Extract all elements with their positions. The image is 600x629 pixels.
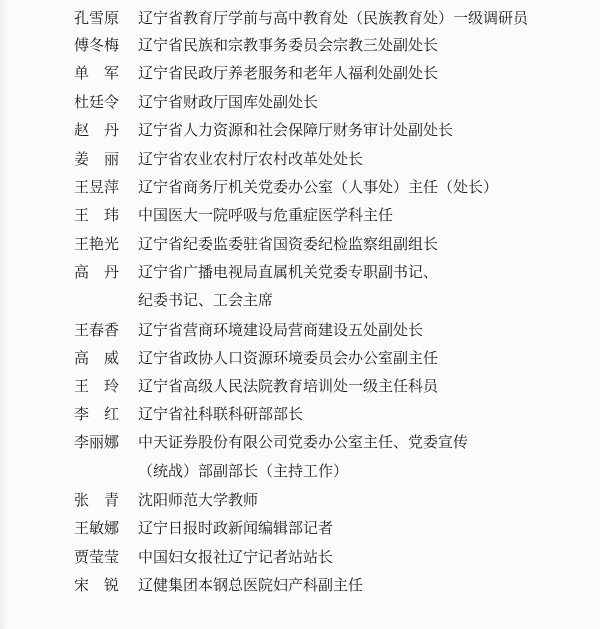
entry-title: 辽宁省商务厅机关党委办公室（人事处）主任（处长） — [138, 178, 499, 196]
entry-name: 王 玮 — [74, 206, 120, 224]
entry-name: 傅冬梅 — [74, 36, 120, 54]
entry-title: 辽宁省政协人口资源环境委员会办公室副主任 — [138, 349, 439, 367]
entry-name: 高 丹 — [74, 263, 120, 281]
entry-title: 辽宁省民政厅养老服务和老年人福利处副处长 — [138, 64, 439, 82]
entry-title-continuation: 纪委书记、工会主席 — [138, 291, 274, 309]
entry-title: 辽宁省纪委监委驻省国资委纪检监察组副组长 — [138, 235, 439, 253]
page-edge-shadow — [0, 0, 8, 629]
entry-name: 孔雪原 — [74, 9, 120, 27]
entry-title: 辽宁省教育厅学前与高中教育处（民族教育处）一级调研员 — [138, 9, 529, 27]
entry-name: 张 青 — [74, 491, 120, 509]
entry-title: 辽宁日报时政新闻编辑部记者 — [138, 519, 334, 537]
entry-title: 中国妇女报社辽宁记者站站长 — [138, 548, 334, 566]
entry-name: 李丽娜 — [74, 433, 120, 451]
entry-name: 单 军 — [74, 64, 120, 82]
entry-name: 赵 丹 — [74, 121, 120, 139]
entry-name: 杜廷令 — [74, 93, 120, 111]
entry-title-continuation: （统战）部副部长（主持工作） — [138, 462, 349, 480]
entry-title: 辽宁省农业农村厅农村改革处处长 — [138, 150, 364, 168]
entry-title: 辽宁省社科联科研部部长 — [138, 405, 304, 423]
entry-title: 沈阳师范大学教师 — [138, 491, 259, 509]
entry-title: 辽宁省营商环境建设局营商建设五处副处长 — [138, 321, 424, 339]
entry-name: 王敏娜 — [74, 519, 120, 537]
entry-name: 高 威 — [74, 349, 120, 367]
entry-title: 辽宁省财政厅国库处副处长 — [138, 93, 319, 111]
entry-name: 李 红 — [74, 405, 120, 423]
entry-name: 王艳光 — [74, 235, 120, 253]
entry-name: 贾莹莹 — [74, 548, 120, 566]
entry-name: 姜 丽 — [74, 150, 120, 168]
entry-title: 辽宁省民族和宗教事务委员会宗教三处副处长 — [138, 36, 439, 54]
entry-title: 辽宁省高级人民法院教育培训处一级主任科员 — [138, 377, 439, 395]
entry-name: 宋 锐 — [74, 576, 120, 594]
entry-title: 辽健集团本钢总医院妇产科副主任 — [138, 576, 364, 594]
entry-title: 辽宁省人力资源和社会保障厅财务审计处副处长 — [138, 121, 454, 139]
entry-title: 辽宁省广播电视局直属机关党委专职副书记、 — [138, 263, 439, 281]
entry-name: 王昱萍 — [74, 178, 120, 196]
entry-title: 中国医大一院呼吸与危重症医学科主任 — [138, 206, 394, 224]
entry-name: 王 玲 — [74, 377, 120, 395]
entry-name: 王春香 — [74, 321, 120, 339]
entry-title: 中天证券股份有限公司党委办公室主任、党委宣传 — [138, 433, 469, 451]
